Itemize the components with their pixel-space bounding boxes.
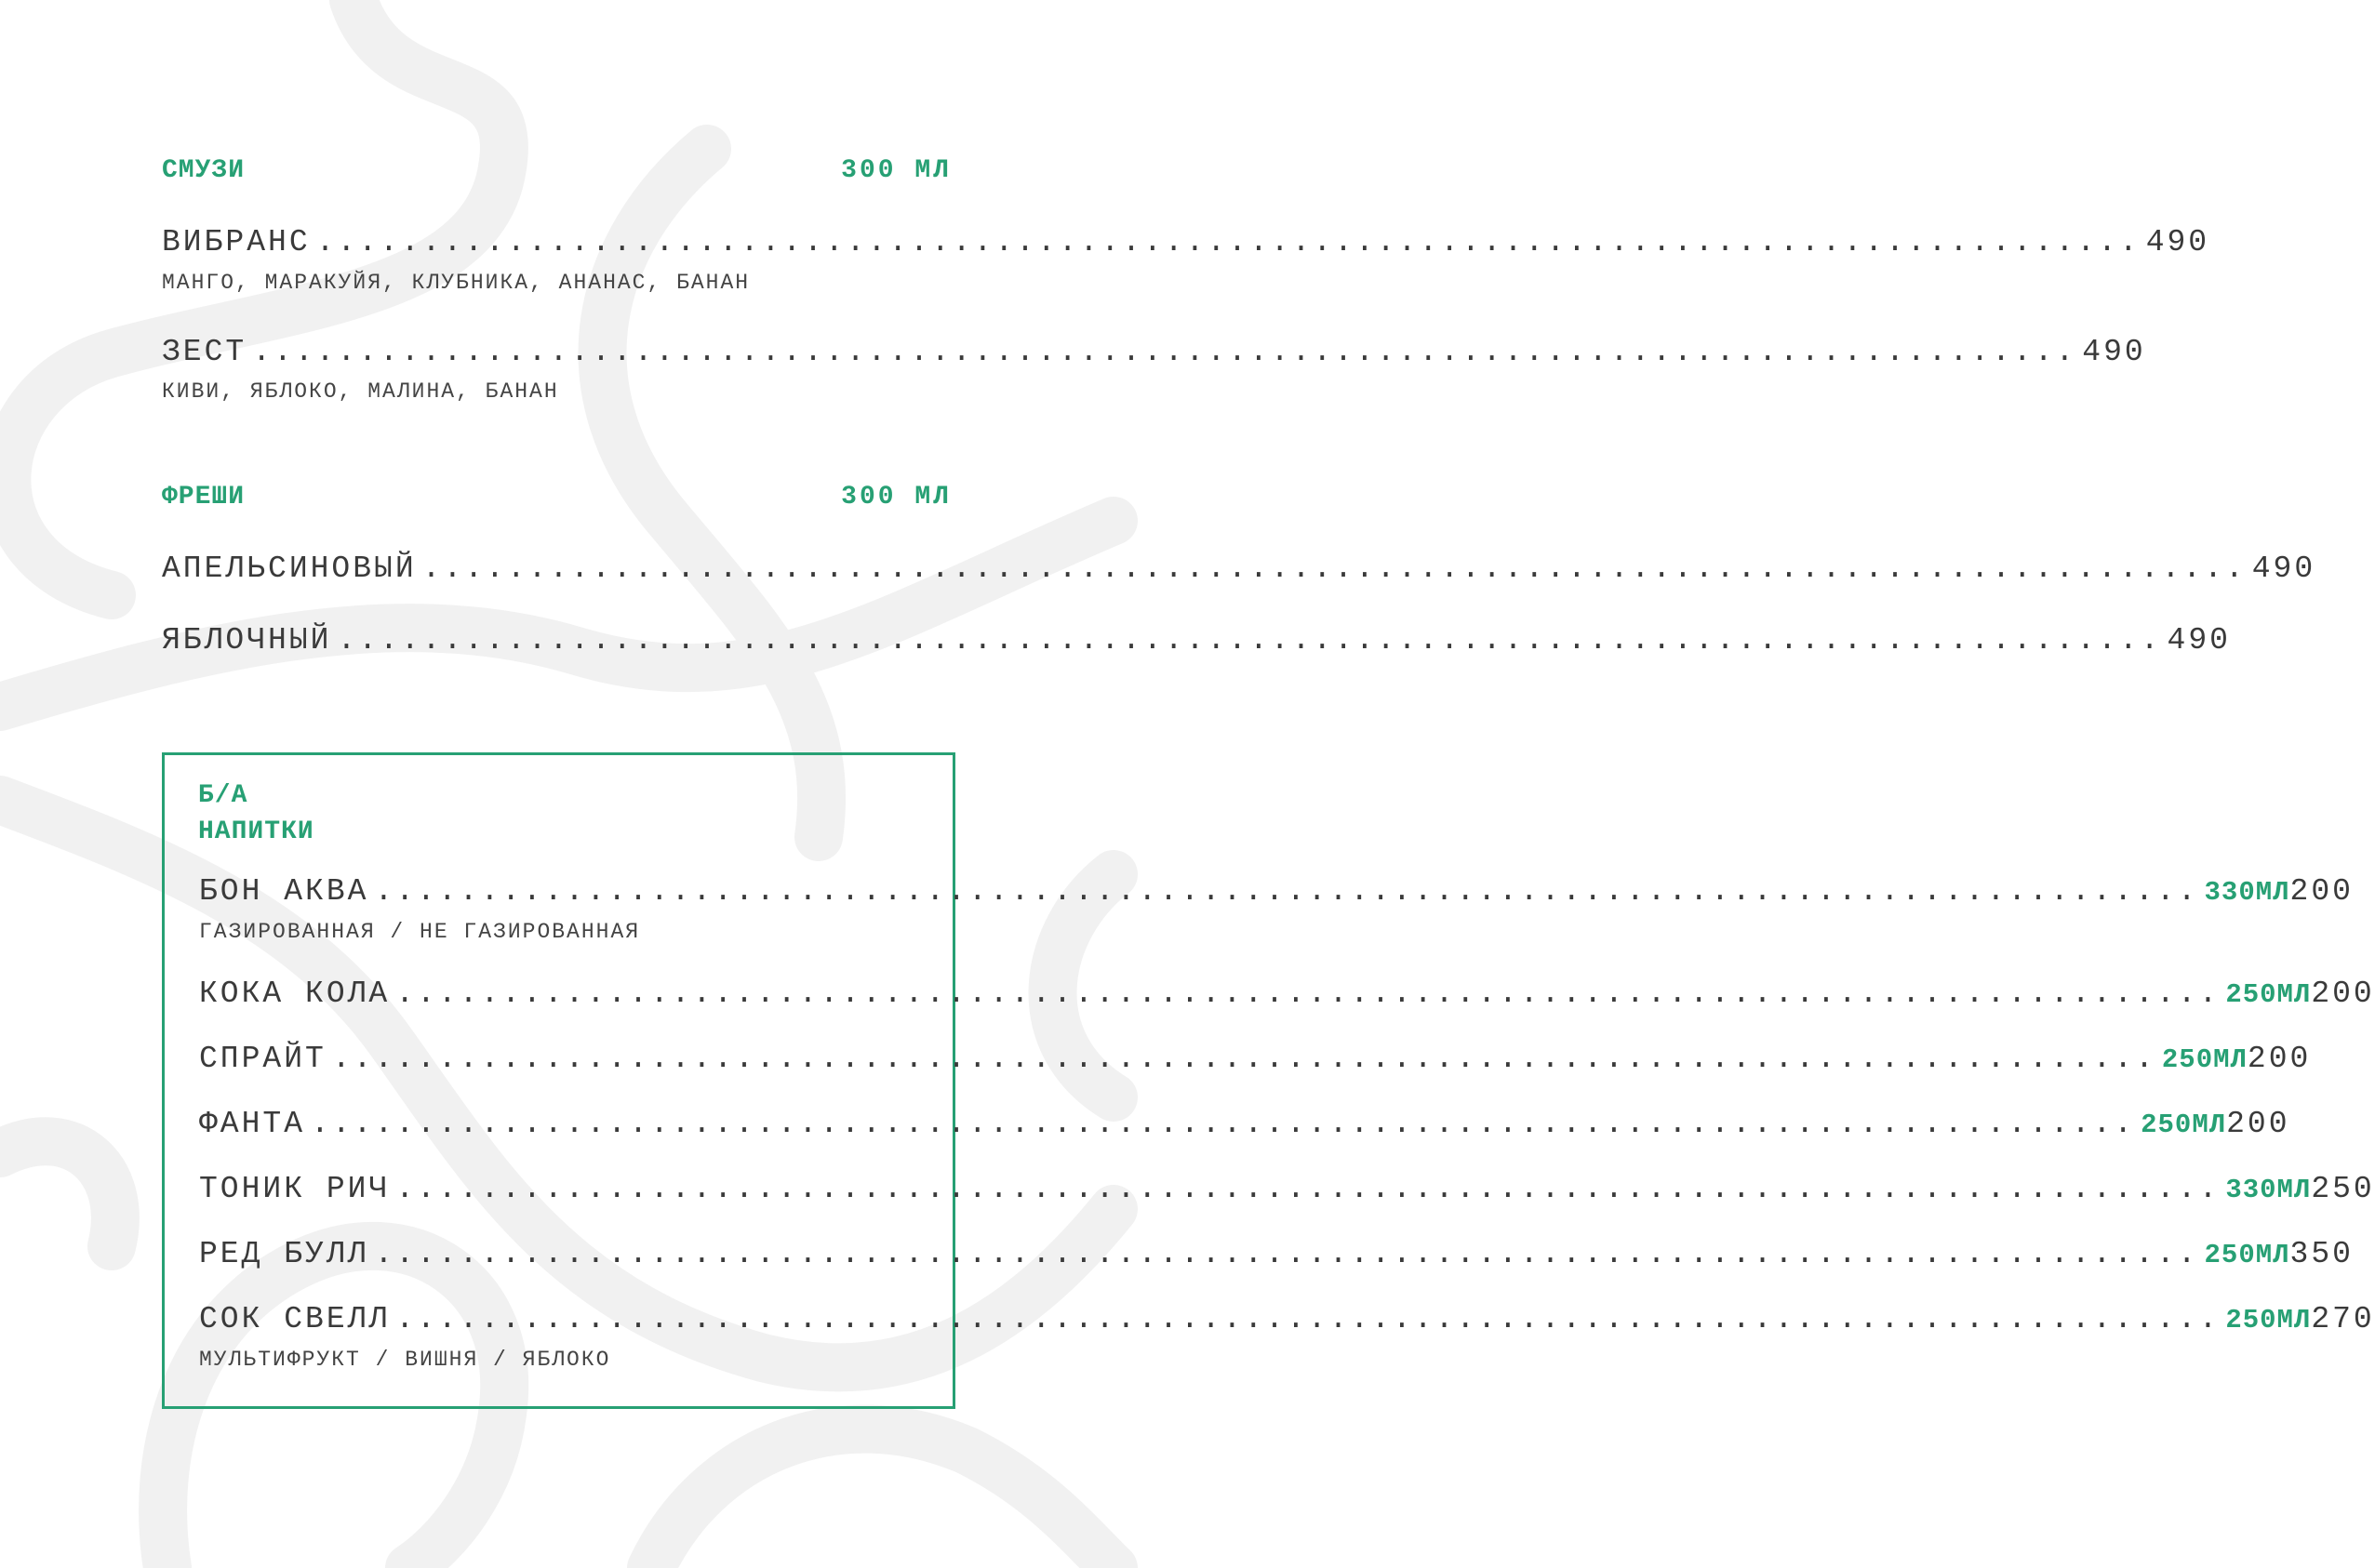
item-price: 200: [2247, 1042, 2312, 1076]
section-header-fresh: [162, 483, 952, 512]
item-price: 490: [2251, 551, 2316, 586]
drink-item: [199, 1042, 2312, 1076]
dot-leader: ......................................................................................: [421, 551, 2247, 586]
section-title: СМУЗИ: [162, 156, 246, 185]
item-volume: 250МЛ: [2161, 1044, 2248, 1075]
item-price: 200: [2289, 874, 2354, 909]
menu-item: [162, 335, 2146, 369]
item-description: ГАЗИРОВАННАЯ / НЕ ГАЗИРОВАННАЯ: [199, 920, 641, 944]
item-price: 490: [2167, 623, 2231, 658]
dot-leader: ......................................................................................: [252, 335, 2077, 369]
item-price: 200: [2226, 1107, 2290, 1141]
dot-leader: ......................................................................................: [315, 225, 2141, 259]
section-title: ФРЕШИ: [162, 483, 246, 512]
soft-drinks-title: [198, 777, 314, 850]
item-name: ВИБРАНС: [162, 225, 311, 259]
dot-leader: ......................................................................................: [374, 1237, 2199, 1271]
dot-leader: ......................................................................................: [331, 1042, 2156, 1076]
section-volume: 300 МЛ: [841, 483, 952, 512]
item-price: 490: [2082, 335, 2146, 369]
dot-leader: ......................................................................................: [395, 1302, 2221, 1336]
dot-leader: ......................................................................................: [311, 1107, 2136, 1141]
item-volume: 250МЛ: [2225, 1305, 2312, 1335]
drink-item: [199, 1237, 2354, 1271]
item-volume: 250МЛ: [2204, 1240, 2290, 1270]
drink-item: [199, 1107, 2290, 1141]
item-price: 490: [2145, 225, 2210, 259]
item-price: 350: [2289, 1237, 2354, 1271]
menu-item: [162, 551, 2316, 586]
menu-item: [162, 225, 2210, 259]
item-volume: 250МЛ: [2225, 979, 2312, 1010]
item-price: 200: [2311, 977, 2375, 1011]
item-name: СПРАЙТ: [199, 1042, 327, 1076]
dot-leader: ......................................................................................: [395, 977, 2221, 1011]
dot-leader: ......................................................................................: [395, 1172, 2221, 1206]
item-price: 270: [2311, 1302, 2375, 1336]
item-description: МАНГО, МАРАКУЙЯ, КЛУБНИКА, АНАНАС, БАНАН: [162, 271, 751, 295]
title-line: НАПИТКИ: [198, 817, 314, 846]
item-price: 250: [2311, 1172, 2375, 1206]
item-name: ТОНИК РИЧ: [199, 1172, 391, 1206]
item-name: БОН АКВА: [199, 874, 369, 909]
item-volume: 330МЛ: [2204, 877, 2290, 908]
drink-item: [199, 977, 2375, 1011]
section-volume: 300 МЛ: [841, 156, 952, 185]
item-description: КИВИ, ЯБЛОКО, МАЛИНА, БАНАН: [162, 379, 559, 404]
title-line: Б/А: [198, 781, 248, 810]
drink-item: [199, 1302, 2375, 1336]
section-header-smoothies: [162, 156, 952, 185]
item-volume: 330МЛ: [2225, 1175, 2312, 1205]
item-name: ЗЕСТ: [162, 335, 247, 369]
dot-leader: ......................................................................................: [337, 623, 2162, 658]
item-name: ЯБЛОЧНЫЙ: [162, 623, 332, 658]
item-volume: 250МЛ: [2141, 1110, 2227, 1140]
drink-item: [199, 1172, 2375, 1206]
item-name: РЕД БУЛЛ: [199, 1237, 369, 1271]
item-name: ФАНТА: [199, 1107, 306, 1141]
item-name: АПЕЛЬСИНОВЫЙ: [162, 551, 417, 586]
item-description: МУЛЬТИФРУКТ / ВИШНЯ / ЯБЛОКО: [199, 1348, 611, 1372]
item-name: СОК СВЕЛЛ: [199, 1302, 391, 1336]
drink-item: [199, 874, 2354, 909]
item-name: КОКА КОЛА: [199, 977, 391, 1011]
dot-leader: ......................................................................................: [374, 874, 2199, 909]
menu-item: [162, 623, 2231, 658]
